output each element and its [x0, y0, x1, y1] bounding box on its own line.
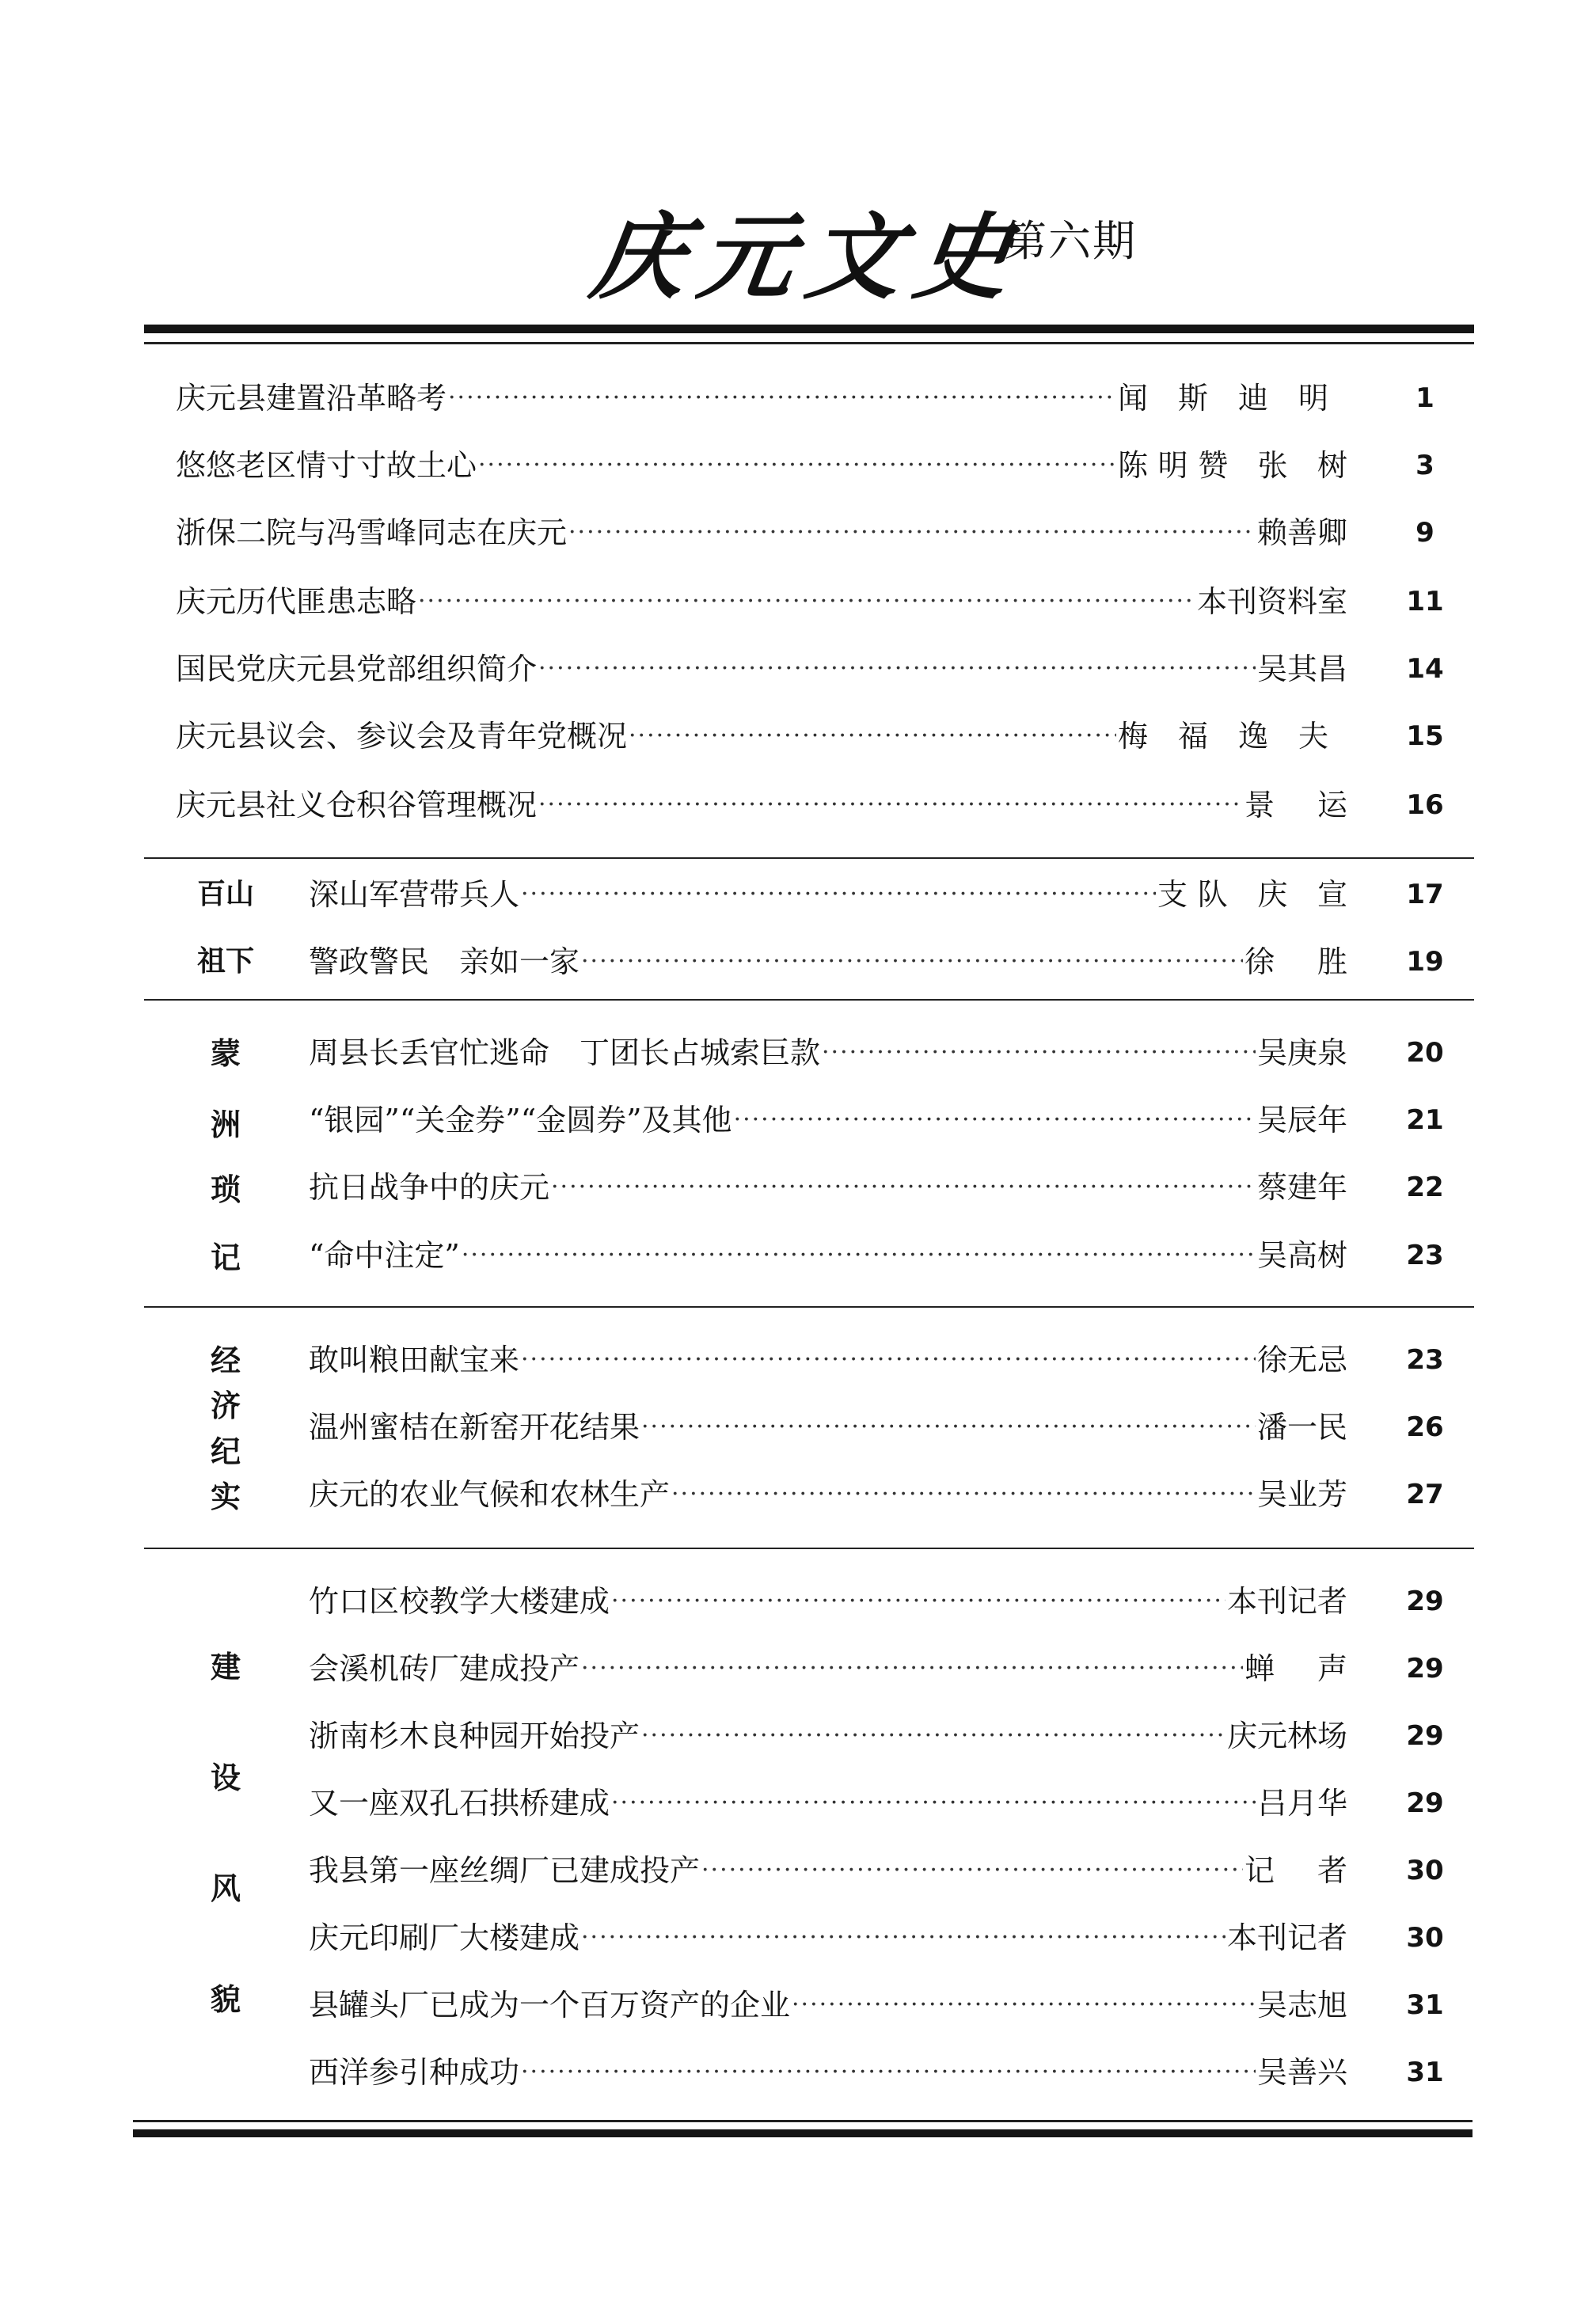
entry-author: 吴善兴 — [1256, 2055, 1347, 2090]
dot-leader — [581, 1645, 1243, 1692]
entry-title: 竹口区校教学大楼建成 — [309, 1584, 610, 1619]
dot-leader — [629, 712, 1116, 760]
section-label: 祖下 — [196, 945, 254, 978]
entry-title: 浙保二院与冯雪峰同志在庆元 — [176, 515, 568, 550]
toc-entry[interactable] — [176, 374, 1359, 422]
entry-page: 1 — [1416, 382, 1434, 414]
section-label-char: 设 — [210, 1761, 241, 1795]
entry-page: 20 — [1406, 1037, 1444, 1069]
dot-leader — [478, 442, 1116, 489]
toc-entry[interactable] — [176, 712, 1359, 760]
toc-entry[interactable] — [309, 1981, 1347, 2029]
section-divider — [144, 1548, 1474, 1549]
toc-entry[interactable] — [309, 1645, 1347, 1692]
dot-leader — [792, 1981, 1256, 2029]
dot-leader — [538, 781, 1243, 829]
section-label-char: 记 — [210, 1240, 241, 1275]
entry-page: 14 — [1406, 653, 1444, 685]
section-label-char: 实 — [210, 1479, 241, 1514]
entry-page: 29 — [1406, 1787, 1444, 1819]
dot-leader — [538, 645, 1256, 693]
toc-entry[interactable] — [176, 442, 1347, 489]
entry-page: 15 — [1406, 720, 1444, 752]
dot-leader — [521, 1336, 1256, 1384]
entry-page: 3 — [1416, 450, 1434, 481]
toc-entry[interactable] — [176, 578, 1347, 625]
entry-page: 30 — [1406, 1922, 1444, 1954]
toc-entry[interactable] — [309, 1336, 1347, 1384]
entry-title: 庆元印刷厂大楼建成 — [309, 1920, 580, 1955]
toc-entry[interactable] — [309, 1712, 1347, 1760]
section-label-char: 琐 — [210, 1172, 241, 1207]
toc-entry[interactable] — [309, 1780, 1347, 1827]
entry-author: 吴志旭 — [1256, 1988, 1347, 2023]
section-divider — [144, 1306, 1474, 1308]
entry-page: 19 — [1406, 946, 1444, 978]
entry-page: 17 — [1406, 879, 1444, 910]
dot-leader — [611, 1578, 1226, 1625]
top-rule-thin — [144, 342, 1474, 344]
entry-title: 县罐头厂已成为一个百万资产的企业 — [309, 1988, 791, 2023]
section-label: 百山 — [196, 878, 254, 910]
bottom-rule-thin — [133, 2120, 1472, 2122]
entry-author: 本刊记者 — [1226, 1920, 1347, 1955]
dot-leader — [448, 374, 1116, 422]
dot-leader — [581, 938, 1243, 986]
entry-page: 30 — [1406, 1855, 1444, 1886]
entry-title: “命中注定” — [309, 1238, 460, 1273]
entry-page: 29 — [1406, 1653, 1444, 1685]
toc-entry[interactable] — [309, 1914, 1347, 1962]
entry-page: 21 — [1406, 1104, 1444, 1136]
journal-logo: 庆元文史 — [584, 202, 1032, 312]
entry-title: 庆元的农业气候和农林生产 — [309, 1477, 671, 1512]
section-divider — [144, 857, 1474, 859]
toc-entry[interactable] — [309, 1403, 1347, 1451]
section-label-char: 风 — [210, 1871, 241, 1906]
bottom-rule-thick — [133, 2129, 1472, 2137]
dot-leader — [701, 1847, 1243, 1894]
toc-entry[interactable] — [309, 1096, 1347, 1144]
masthead — [0, 166, 1596, 312]
entry-title: 抗日战争中的庆元 — [309, 1170, 550, 1205]
entry-title: 温州蜜桔在新窑开花结果 — [309, 1410, 640, 1445]
entry-page: 11 — [1406, 586, 1444, 617]
entry-title: “银园”“关金券”“金圆券”及其他 — [309, 1103, 732, 1138]
entry-page: 23 — [1406, 1240, 1444, 1271]
entry-author: 本刊资料室 — [1196, 584, 1347, 619]
entry-title: 会溪机砖厂建成投产 — [309, 1651, 580, 1686]
section-label-char: 洲 — [210, 1107, 241, 1142]
toc-entry[interactable] — [309, 1232, 1347, 1279]
entry-page: 29 — [1406, 1720, 1444, 1752]
dot-leader — [462, 1232, 1256, 1279]
dot-leader — [418, 578, 1195, 625]
entry-author: 闻斯迪明 — [1118, 381, 1359, 416]
entry-page: 31 — [1406, 2057, 1444, 2088]
entry-author: 吕月华 — [1256, 1786, 1347, 1821]
toc-entry[interactable] — [309, 2049, 1347, 2096]
entry-author: 吴高树 — [1256, 1238, 1347, 1273]
entry-title: 我县第一座丝绸厂已建成投产 — [309, 1853, 701, 1888]
entry-author: 吴辰年 — [1256, 1103, 1347, 1138]
entry-author: 吴业芳 — [1256, 1477, 1347, 1512]
toc-entry[interactable] — [176, 509, 1347, 556]
entry-page: 27 — [1406, 1479, 1444, 1510]
entry-author: 记 者 — [1244, 1853, 1347, 1888]
dot-leader — [551, 1164, 1256, 1211]
section-label-char: 貌 — [210, 1982, 241, 2017]
dot-leader — [641, 1403, 1256, 1451]
section-label-char: 经 — [210, 1343, 241, 1378]
toc-entry[interactable] — [176, 645, 1347, 693]
toc-entry[interactable] — [309, 1578, 1347, 1625]
entry-title: 敢叫粮田献宝来 — [309, 1343, 520, 1377]
issue-number: 第六期 — [1004, 216, 1137, 266]
entry-author: 吴其昌 — [1256, 651, 1347, 686]
dot-leader — [521, 871, 1156, 918]
entry-title: 悠悠老区情寸寸故土心 — [176, 448, 477, 483]
dot-leader — [611, 1780, 1256, 1827]
section-label-char: 纪 — [210, 1434, 241, 1469]
dot-leader — [822, 1029, 1256, 1077]
dot-leader — [581, 1914, 1226, 1962]
section-label-char: 建 — [210, 1650, 241, 1685]
entry-title: 警政警民 亲如一家 — [309, 944, 580, 979]
toc-entry[interactable] — [309, 1471, 1347, 1518]
entry-title: 庆元县建置沿革略考 — [176, 381, 447, 416]
section-divider — [144, 999, 1474, 1001]
entry-author: 赖善卿 — [1256, 515, 1347, 550]
entry-title: 庆元县议会、参议会及青年党概况 — [176, 719, 628, 754]
entry-author: 庆元林场 — [1226, 1719, 1347, 1753]
toc-entry[interactable] — [309, 938, 1347, 986]
toc-entry[interactable] — [309, 1164, 1347, 1211]
section-label-char: 蒙 — [210, 1036, 241, 1071]
entry-author: 蔡建年 — [1256, 1170, 1347, 1205]
dot-leader — [734, 1096, 1256, 1144]
entry-author: 徐无忌 — [1256, 1343, 1347, 1377]
entry-author: 支队 庆 宣 — [1157, 877, 1347, 912]
entry-title: 又一座双孔石拱桥建成 — [309, 1786, 610, 1821]
toc-entry[interactable] — [309, 1847, 1347, 1894]
entry-page: 31 — [1406, 1989, 1444, 2021]
entry-title: 国民党庆元县党部组织简介 — [176, 651, 538, 686]
section-label-char: 济 — [210, 1388, 241, 1423]
entry-title: 西洋参引种成功 — [309, 2055, 520, 2090]
entry-page: 16 — [1406, 789, 1444, 821]
entry-page: 9 — [1416, 517, 1434, 549]
entry-title: 庆元县社义仓积谷管理概况 — [176, 788, 538, 822]
entry-title: 深山军营带兵人 — [309, 877, 520, 912]
entry-author: 潘一民 — [1256, 1410, 1347, 1445]
entry-author: 梅福逸夫 — [1118, 719, 1359, 754]
entry-author: 本刊记者 — [1226, 1584, 1347, 1619]
entry-page: 23 — [1406, 1344, 1444, 1376]
entry-title: 周县长丢官忙逃命 丁团长占城索巨款 — [309, 1035, 821, 1070]
entry-author: 徐 胜 — [1244, 944, 1347, 979]
entry-title: 浙南杉木良种园开始投产 — [309, 1719, 640, 1753]
entry-title: 庆元历代匪患志略 — [176, 584, 417, 619]
toc-entry[interactable] — [309, 1029, 1347, 1077]
dot-leader — [671, 1471, 1256, 1518]
entry-author: 陈明赞 张 树 — [1118, 448, 1347, 483]
toc-entry[interactable] — [176, 781, 1347, 829]
top-rule-thick — [144, 325, 1474, 333]
entry-page: 22 — [1406, 1172, 1444, 1203]
entry-author: 蝉 声 — [1244, 1651, 1347, 1686]
entry-author: 景 运 — [1244, 788, 1347, 822]
entry-page: 29 — [1406, 1586, 1444, 1617]
toc-entry[interactable] — [309, 871, 1347, 918]
dot-leader — [641, 1712, 1226, 1760]
dot-leader — [568, 509, 1256, 556]
entry-author: 吴庚泉 — [1256, 1035, 1347, 1070]
entry-page: 26 — [1406, 1411, 1444, 1443]
dot-leader — [521, 2049, 1256, 2096]
